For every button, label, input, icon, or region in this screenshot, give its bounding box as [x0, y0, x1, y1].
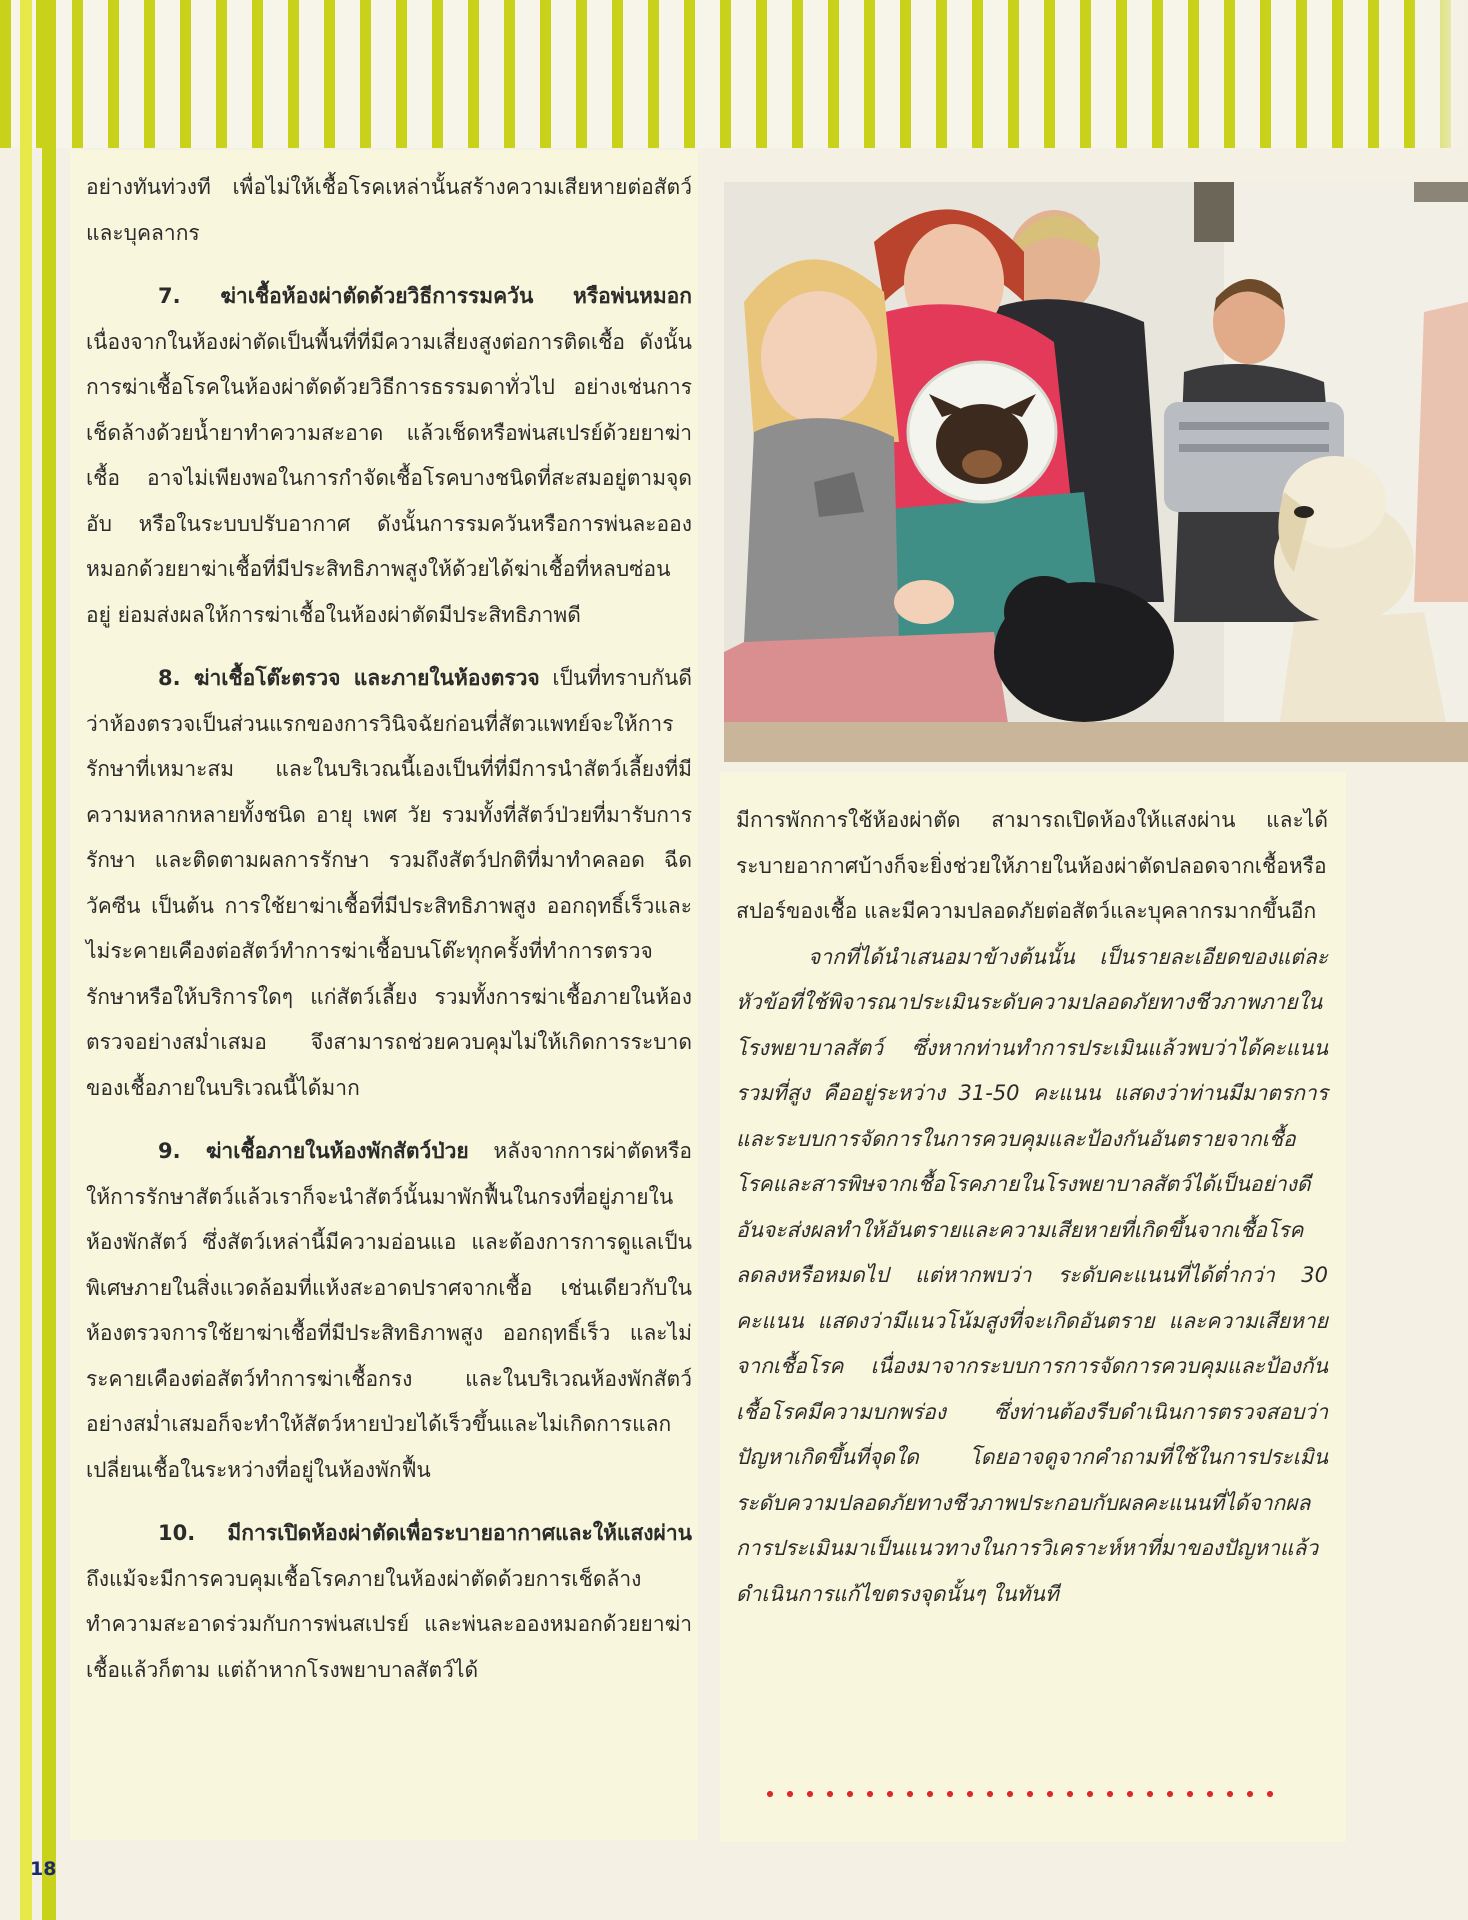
item-10-paragraph	[86, 1511, 692, 1693]
photo-illustration	[724, 182, 1468, 762]
spacer	[86, 256, 692, 274]
right-continuation-paragraph: มีการพักการใช้ห้องผ่าตัด สามารถเปิดห้องให้แสงผ่าน และได้ระบายอากาศบ้างก็จะยิ่งช่วยให้ภายในห้องผ่าตัดปลอดจากเชื้อหรือสปอร์ของเชื้อ และมีความปลอดภัยต่อสัตว์และบุคลากรมากขึ้นอีก	[736, 808, 1328, 923]
conclusion-paragraph: จากที่ได้นำเสนอมาข้างต้นนั้น เป็นรายละเอียดของแต่ละหัวข้อที่ใช้พิจารณาประเมินระดับความปลอดภัยทางชีวภาพภายในโรงพยาบาลสัตว์ ซึ่งหากท่านทำการประเมินแล้วพบว่าได้คะแนนรวมที่สูง คืออยู่ระหว่าง 31-50 คะแนน แสดงว่าท่านมีมาตรการ และระบบการจัดการในการควบคุมและป้องกันอันตรายจากเชื้อโรคและสารพิษจากเชื้อโรคภายในโรงพยาบาลสัตว์ได้เป็นอย่างดี อันจะส่งผลทำให้อันตรายและความเสียหายที่เกิดขึ้นจากเชื้อโรคลดลงหรือหมดไป แต่หากพบว่า ระดับคะแนนที่ได้ต่ำกว่า 30 คะแนน แสดงว่ามีแนวโน้มสูงที่จะเกิดอันตราย และความเสียหายจากเชื้อโรค เนื่องมาจากระบบการการจัดการควบคุมและป้องกันเชื้อโรคมีความบกพร่อง ซึ่งท่านต้องรีบดำเนินการตรวจสอบว่าปัญหาเกิดขึ้นที่จุดใด โดยอาจดูจากคำถามที่ใช้ในการประเมินระดับความปลอดภัยทางชีวภาพประกอบกับผลคะแนนที่ได้จากผลการประเมินมาเป็นแนวทางในการวิเคราะห์หาที่มาของปัญหาแล้วดำเนินการแก้ไขตรงจุดนั้นๆ ในทันที	[736, 944, 1328, 1606]
item-8-paragraph	[86, 656, 692, 1111]
header-stripe-fade	[1410, 0, 1468, 148]
left-continuation-paragraph: อย่างทันท่วงที เพื่อไม่ให้เชื้อโรคเหล่านั้นสร้างความเสียหายต่อสัตว์และบุคลากร	[86, 175, 692, 245]
item-10-body: ถึงแม้จะมีการควบคุมเชื้อโรคภายในห้องผ่าตัดด้วยการเช็ดล้างทำความสะอาดร่วมกับการพ่นสเปรย์ และพ่นละอองหมอกด้วยยาฆ่าเชื้อแล้วก็ตาม แต่ถ้าหากโรงพยาบาลสัตว์ได้	[86, 1566, 692, 1682]
right-column-text	[736, 798, 1328, 1617]
header-stripe-band	[0, 0, 1468, 148]
item-10-heading: 10. มีการเปิดห้องผ่าตัดเพื่อระบายอากาศและให้แสงผ่าน	[158, 1521, 692, 1545]
item-9-heading: 9. ฆ่าเชื้อภายในห้องพักสัตว์ป่วย	[158, 1139, 469, 1163]
item-8-body: เป็นที่ทราบกันดีว่าห้องตรวจเป็นส่วนแรกของการวินิจฉัยก่อนที่สัตวแพทย์จะให้การรักษาที่เหมาะสม และในบริเวณนี้เองเป็นที่ที่มีการนำสัตว์เลี้ยงที่มีความหลากหลายทั้งชนิด อายุ เพศ วัย รวมทั้งที่สัตว์ป่วยที่มารับการรักษา และติดตามผลการรักษา รวมถึงสัตว์ปกติที่มาทำคลอด ฉีดวัคซีน เป็นต้น การใช้ยาฆ่าเชื้อที่มีประสิทธิภาพสูง ออกฤทธิ์เร็วและไม่ระคายเคืองต่อสัตว์ทำการฆ่าเชื้อบนโต๊ะทุกครั้งที่ทำการตรวจรักษาหรือให้บริการใดๆ แก่สัตว์เลี้ยง รวมทั้งการฆ่าเชื้อภายในห้องตรวจอย่างสม่ำเสมอ จึงสามารถช่วยควบคุมไม่ให้เกิดการระบาดของเชื้อภายในบริเวณนี้ได้มาก	[86, 666, 692, 1100]
item-9-body: หลังจากการผ่าตัดหรือให้การรักษาสัตว์แล้วเราก็จะนำสัตว์นั้นมาพักฟื้นในกรงที่อยู่ภายในห้องพักสัตว์ ซึ่งสัตว์เหล่านี้มีความอ่อนแอ และต้องการการดูแลเป็นพิเศษภายในสิ่งแวดล้อมที่แห้งสะอาดปราศจากเชื้อ เช่นเดียวกับในห้องตรวจการใช้ยาฆ่าเชื้อที่มีประสิทธิภาพสูง ออกฤทธิ์เร็ว และไม่ระคายเคืองต่อสัตว์ทำการฆ่าเชื้อกรง และในบริเวณห้องพักสัตว์ อย่างสม่ำเสมอก็จะทำให้สัตว์หายป่วยได้เร็วขึ้นและไม่เกิดการแลกเปลี่ยนเชื้อในระหว่างที่อยู่ในห้องพักฟื้น	[86, 1139, 692, 1482]
item-7-heading: 7. ฆ่าเชื้อห้องผ่าตัดด้วยวิธีการรมควัน หรือพ่นหมอก	[158, 284, 692, 308]
spacer	[86, 638, 692, 656]
page-number: 18	[30, 1858, 57, 1880]
spacer	[86, 1111, 692, 1129]
left-margin-rule	[42, 0, 56, 1920]
spacer	[86, 1493, 692, 1511]
end-of-article-dots	[760, 1788, 1280, 1800]
item-8-heading: 8. ฆ่าเชื้อโต๊ะตรวจ และภายในห้องตรวจ	[158, 666, 540, 690]
vet-waiting-room-photo	[724, 182, 1468, 762]
item-7-body: เนื่องจากในห้องผ่าตัดเป็นพื้นที่ที่มีความเสี่ยงสูงต่อการติดเชื้อ ดังนั้นการฆ่าเชื้อโรคในห้องผ่าตัดด้วยวิธีการธรรมดาทั่วไป อย่างเช่นการเช็ดล้างด้วยน้ำยาทำความสะอาด แล้วเช็ดหรือพ่นสเปรย์ด้วยยาฆ่าเชื้อ อาจไม่เพียงพอในการกำจัดเชื้อโรคบางชนิดที่สะสมอยู่ตามจุดอับ หรือในระบบปรับอากาศ ดังนั้นการรมควันหรือการพ่นละอองหมอกด้วยยาฆ่าเชื้อที่มีประสิทธิภาพสูงให้ด้วยได้ฆ่าเชื้อที่หลบซ่อนอยู่ ย่อมส่งผลให้การฆ่าเชื้อในห้องผ่าตัดมีประสิทธิภาพดี	[86, 329, 692, 627]
item-9-paragraph	[86, 1129, 692, 1493]
left-column-text	[86, 165, 692, 1693]
item-7-paragraph	[86, 274, 692, 638]
left-margin-rule-light	[20, 0, 32, 1920]
